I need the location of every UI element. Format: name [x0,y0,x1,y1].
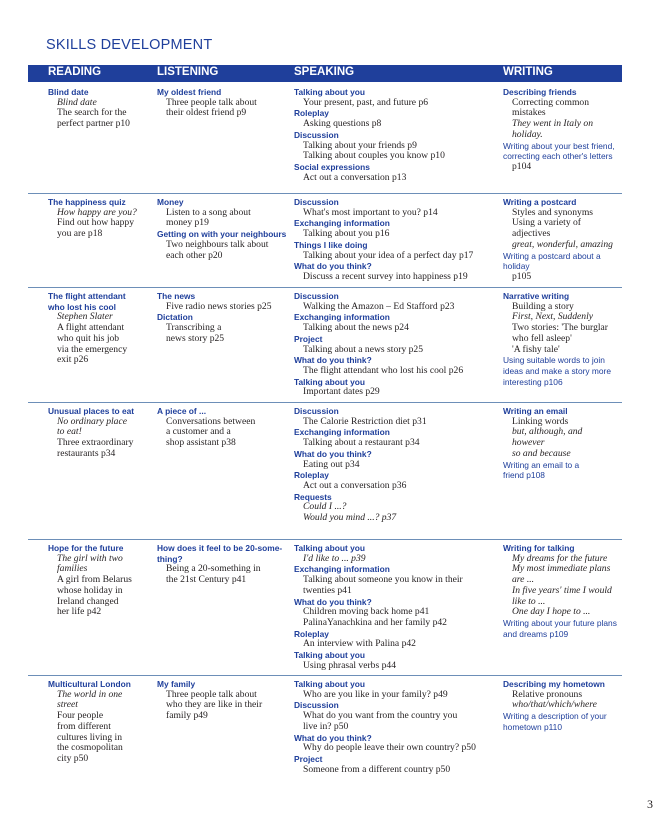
section-heading: Narrative writing [503,291,570,301]
cell-line: who they are like in their [166,699,263,711]
section-heading: The flight attendant [48,291,126,301]
listening-cell [157,291,287,345]
cell-line: Talking about your friends p9 [303,139,417,151]
cell-line: shop assistant p38 [166,437,236,449]
writing-task: Using suitable words to join [503,355,605,366]
header-listening: LISTENING [157,66,219,78]
cell-line: Talking about the news p24 [303,322,409,334]
row-divider [28,675,622,676]
speaking-cell [294,406,494,524]
cell-line: Discuss a recent survey into happiness p19 [303,270,468,282]
section-heading: My family [157,679,196,689]
writing-cell [503,543,621,639]
cell-line: Building a story [512,300,574,312]
cell-line: 'A fishy tale' [512,343,560,355]
writing-task: and dreams p109 [503,628,569,639]
cell-line: news story p25 [166,332,225,344]
writing-task: hometown p110 [503,721,562,732]
writing-cell [503,87,621,173]
cell-line: Why do people leave their own country? p50 [303,742,476,754]
section-heading: Discussion [294,197,339,207]
cell-line: One day I hope to ... [512,606,591,618]
page-title: SKILLS DEVELOPMENT [46,37,213,53]
cell-line: great, wonderful, amazing [512,238,613,250]
cell-line: Three extraordinary [57,437,134,449]
cell-line: What's most important to you? p14 [303,206,438,218]
section-heading: Writing a postcard [503,197,577,207]
cell-line: Talking about your idea of a perfect day p17 [303,249,474,261]
row-divider [28,402,622,403]
cell-line: via the emergency [57,343,128,355]
section-heading: Describing my hometown [503,679,605,689]
cell-line: from different [57,720,111,732]
cell-line: a customer and a [166,426,231,438]
cell-line: An interview with Palina p42 [303,638,416,650]
section-heading: What do you think? [294,355,372,366]
page-number: 3 [647,797,653,811]
section-heading: My oldest friend [157,87,222,97]
cell-line: her life p42 [57,606,102,618]
cell-line: the 21st Century p41 [166,574,247,586]
section-heading: What do you think? [294,448,372,459]
cell-line: twenties p41 [303,584,352,596]
section-heading: Exchanging information [294,218,390,229]
cell-line: The flight attendant who lost his cool p26 [303,364,464,376]
section-heading: Writing for talking [503,543,575,553]
cell-line: cultures living in [57,731,123,743]
cell-line: their oldest friend p9 [166,107,247,119]
cell-line: p104 [512,160,532,172]
cell-line: the cosmopolitan [57,742,123,754]
section-heading: Multicultural London [48,679,131,689]
cell-line: Ireland changed [57,595,119,607]
cell-line: PalinaYanachkina and her family p42 [303,616,447,628]
cell-line: perfect partner p10 [57,118,130,130]
cell-line: Two neighbours talk about [166,238,269,250]
section-heading: Money [157,197,184,207]
cell-line: A flight attendant [57,322,125,334]
section-heading: Exchanging information [294,312,390,323]
section-heading: Discussion [294,700,339,711]
listening-cell [157,197,287,261]
section-heading: Dictation [157,312,193,323]
cell-line: whose holiday in [57,584,123,596]
section-heading: What do you think? [294,261,372,272]
section-heading: Exchanging information [294,564,390,575]
row-divider [28,287,622,288]
cell-line: Linking words [512,415,569,427]
cell-line: however [512,437,545,449]
cell-line: who quit his job [57,332,120,344]
speaking-cell [294,543,494,671]
cell-line: The girl with two [57,552,123,564]
section-heading: who lost his cool [48,301,116,312]
section-heading: How does it feel to be 20-some- [157,543,283,553]
listening-cell [157,679,287,722]
writing-cell [503,197,621,283]
section-heading: Things I like doing [294,239,368,250]
cell-line: Using phrasal verbs p44 [303,659,396,671]
cell-line: Relative pronouns [512,688,583,700]
cell-line: you are p18 [57,228,103,240]
writing-task: Writing a description of your [503,711,607,722]
cell-line: exit p26 [57,354,89,366]
cell-line: p105 [512,270,532,282]
cell-line: My most immediate plans [512,563,611,575]
writing-cell [503,291,621,387]
cell-line: In five years' time I would [512,584,612,596]
cell-line: Talking about a restaurant p34 [303,437,420,449]
cell-line: Talking about a news story p25 [303,343,424,355]
section-heading: Talking about you [294,376,366,387]
section-heading: Social expressions [294,161,370,172]
cell-line: each other p20 [166,249,223,261]
writing-task: Writing about your future plans [503,617,617,628]
cell-line: The Calorie Restriction diet p31 [303,415,427,427]
reading-cell [48,197,148,240]
section-heading: Project [294,753,323,764]
cell-line: Three people talk about [166,96,257,108]
cell-line: Eating out p34 [303,458,360,470]
cell-line: No ordinary place [57,415,127,427]
header-speaking: SPEAKING [294,66,355,78]
section-heading: The news [157,291,196,301]
listening-cell [157,87,287,119]
writing-task: Writing about your best friend, [503,140,615,151]
section-heading: Talking about you [294,679,366,689]
cell-line: Stephen Slater [57,311,113,323]
reading-cell [48,87,148,130]
cell-line: Act out a conversation p13 [303,171,407,183]
section-heading: Talking about you [294,650,366,661]
cell-line: I'd like to ... p39 [303,552,366,564]
reading-cell [48,406,148,460]
cell-line: Talking about you p16 [303,228,390,240]
section-heading: A piece of ... [157,406,207,416]
cell-line: How happy are you? [57,206,137,218]
cell-line: Five radio news stories p25 [166,300,272,312]
section-heading: Talking about you [294,87,366,97]
cell-line: Children moving back home p41 [303,606,430,618]
cell-line: Walking the Amazon – Ed Stafford p23 [303,300,455,312]
section-heading: Roleplay [294,108,329,119]
cell-line: A girl from Belarus [57,574,132,586]
cell-line: Being a 20-something in [166,563,261,575]
cell-line: families [57,563,88,575]
table-header [28,65,622,82]
cell-line: so and because [512,447,571,459]
writing-task: friend p108 [503,470,545,481]
cell-line: like to ... [512,595,546,607]
section-heading: Roleplay [294,628,329,639]
section-heading: Requests [294,491,332,502]
cell-line: Three people talk about [166,688,257,700]
cell-line: My dreams for the future [512,552,608,564]
cell-line: Could I ...? [303,501,347,513]
cell-line: Four people [57,710,104,722]
cell-line: Conversations between [166,415,256,427]
cell-line: holiday. [512,128,543,140]
speaking-cell [294,87,494,183]
writing-cell [503,679,621,733]
speaking-cell [294,291,494,398]
writing-task: interesting p106 [503,376,563,387]
header-reading: READING [48,66,102,78]
reading-cell [48,679,148,765]
section-heading: Unusual places to eat [48,406,135,416]
writing-task: Writing an email to a [503,459,580,470]
cell-line: Listen to a song about [166,206,251,218]
cell-line: Act out a conversation p36 [303,479,407,491]
cell-line: Talking about someone you know in their [303,574,463,586]
cell-line: They went in Italy on [512,118,593,130]
section-heading: Writing an email [503,406,568,416]
header-writing: WRITING [503,66,553,78]
speaking-cell [294,197,494,283]
reading-cell [48,543,148,618]
cell-line: are ... [512,574,535,586]
cell-line: who fell asleep' [512,332,572,344]
cell-line: family p49 [166,710,208,722]
section-heading: Roleplay [294,470,329,481]
listening-cell [157,543,287,586]
writing-task: holiday [503,261,530,272]
section-heading: What do you think? [294,732,372,743]
writing-cell [503,406,621,481]
cell-line: street [57,699,78,711]
cell-line: mistakes [512,107,546,119]
section-heading: Discussion [294,406,339,416]
section-heading: thing? [157,553,183,564]
section-heading: Blind date [48,87,89,97]
row-divider [28,539,622,540]
cell-line: restaurants p34 [57,447,116,459]
writing-task: correcting each other's letters [503,151,613,162]
cell-line: The world in one [57,688,123,700]
cell-line: adjectives [512,228,551,240]
section-heading: Talking about you [294,543,366,553]
reading-cell [48,291,148,366]
section-heading: Discussion [294,129,339,140]
cell-line: Transcribing a [166,322,222,334]
section-heading: Describing friends [503,87,577,97]
cell-line: money p19 [166,217,209,229]
section-heading: Getting on with your neighbours [157,229,287,240]
cell-line: What do you want from the country you [303,710,458,722]
cell-line: Styles and synonyms [512,206,594,218]
cell-line: Correcting common [512,96,589,108]
cell-line: Blind date [57,96,97,108]
cell-line: Someone from a different country p50 [303,763,451,775]
listening-cell [157,406,287,449]
section-heading: Hope for the future [48,543,124,553]
cell-line: Asking questions p8 [303,118,382,130]
cell-line: The search for the [57,107,127,119]
cell-line: Using a variety of [512,217,582,229]
cell-line: Two stories: 'The burglar [512,322,608,334]
cell-line: who/that/which/where [512,699,597,711]
section-heading: Exchanging information [294,427,390,438]
section-heading: Project [294,333,323,344]
writing-task: ideas and make a story more [503,365,611,376]
speaking-cell [294,679,494,775]
cell-line: city p50 [57,752,89,764]
section-heading: What do you think? [294,596,372,607]
cell-line: First, Next, Suddenly [512,311,593,323]
row-divider [28,193,622,194]
cell-line: live in? p50 [303,720,349,732]
cell-line: Would you mind ...? p37 [303,512,397,524]
section-heading: The happiness quiz [48,197,126,207]
writing-task: Writing a postcard about a [503,250,601,261]
section-heading: Discussion [294,291,339,301]
cell-line: but, although, and [512,426,583,438]
cell-line: Talking about couples you know p10 [303,150,445,162]
cell-line: Important dates p29 [303,386,380,398]
cell-line: Your present, past, and future p6 [303,96,429,108]
cell-line: to eat! [57,426,82,438]
cell-line: Who are you like in your family? p49 [303,688,448,700]
cell-line: Find out how happy [57,217,135,229]
